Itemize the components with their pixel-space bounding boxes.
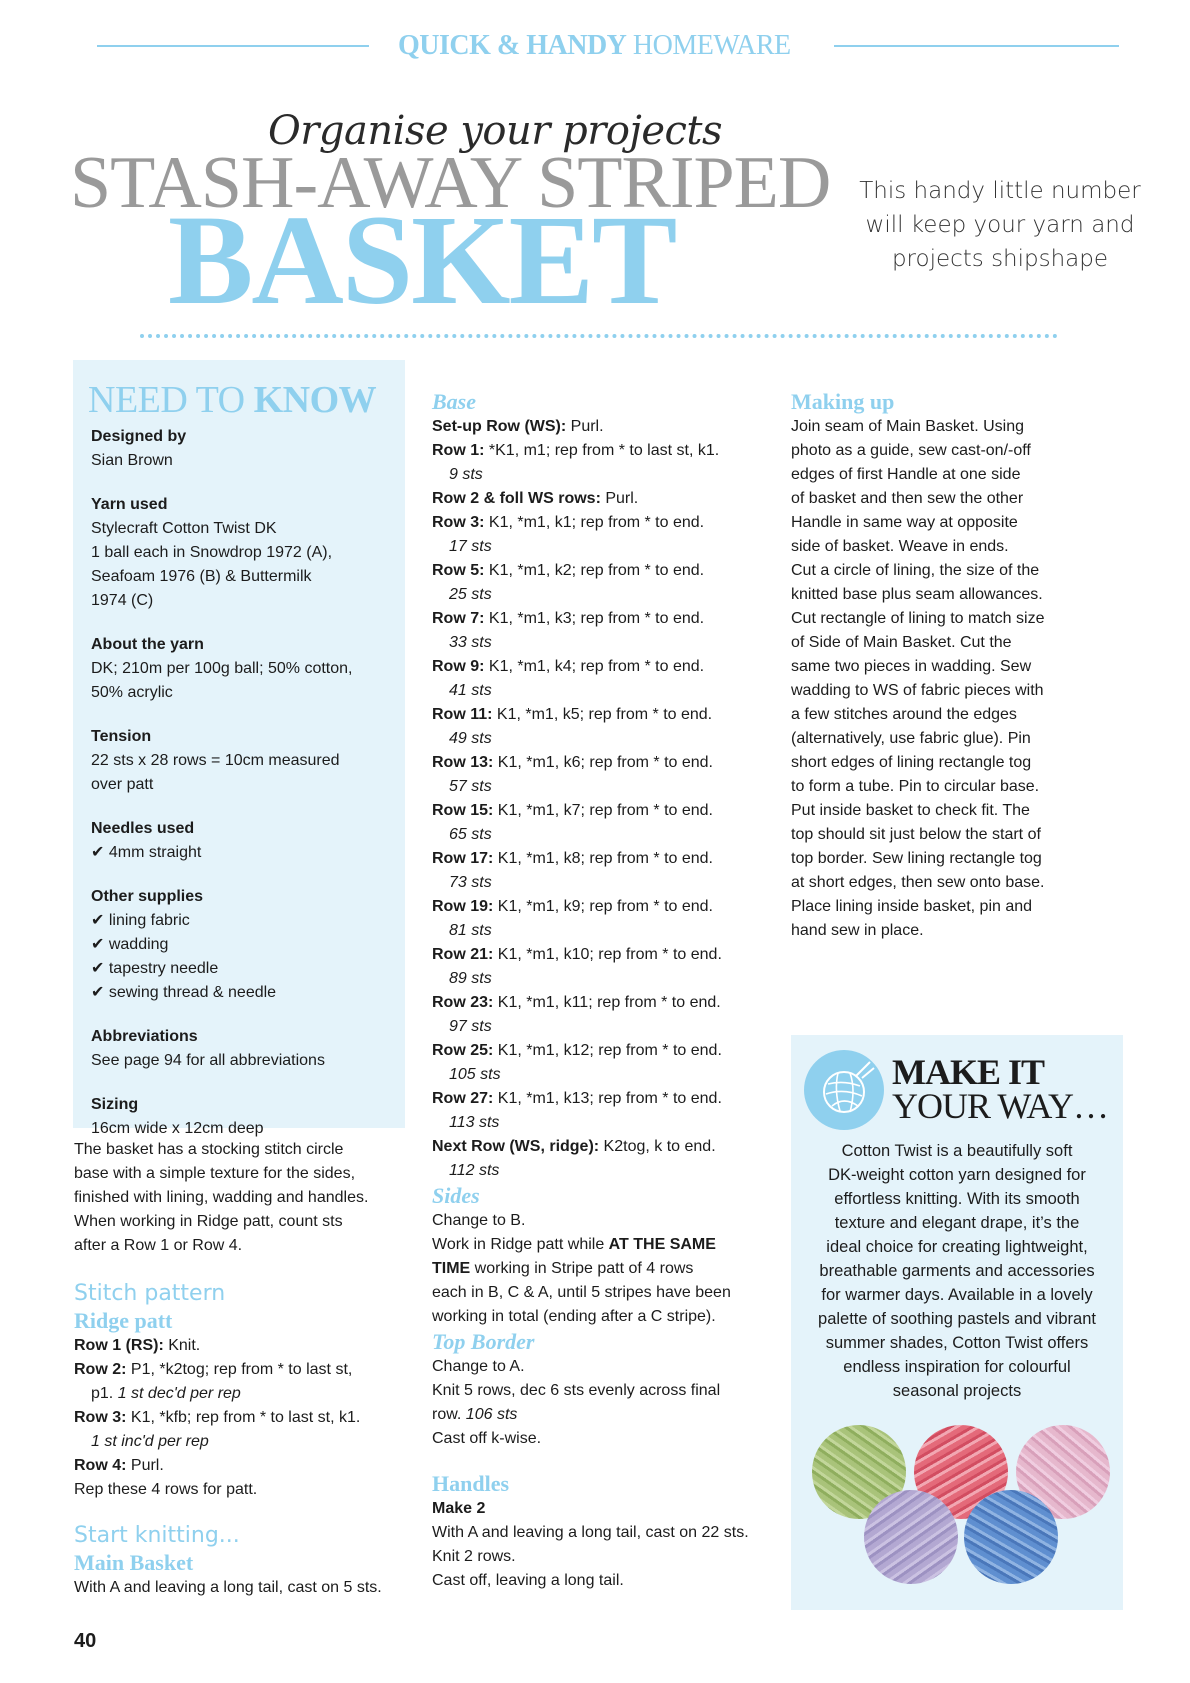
stitch-count: 25 sts [449,586,492,603]
making-up-line: of basket and then sew the other [791,490,1024,507]
group-line: ✔ 4mm straight [91,844,202,861]
stitch-count: 113 sts [449,1114,500,1131]
ridge-row [74,1454,414,1478]
description-line: base with a simple texture for the sides, [74,1165,356,1182]
make-it-line: texture and elegant drape, it’s the [834,1214,1080,1232]
base-row [432,415,777,439]
intro-text: This handy little number will keep your yarn and projects shipshape [859,178,1141,272]
make-it-line: ideal choice for creating lightweight, [826,1238,1088,1256]
making-up-line: same two pieces in wadding. Sew [791,658,1032,675]
description-line: The basket has a stocking stitch circle [74,1141,344,1158]
stitch-count: 73 sts [449,874,492,891]
description-line: after a Row 1 or Row 4. [74,1237,243,1254]
need-to-know-group [91,493,396,613]
stitch-count: 112 sts [449,1162,500,1179]
make-it-line: endless inspiration for colourful [843,1358,1071,1376]
yarn-ball-blue [964,1490,1058,1584]
make-it-text [805,1139,1109,1403]
handles-lines [432,1521,777,1593]
ridge-row [74,1358,414,1382]
making-up-line: to form a tube. Pin to circular base. [791,778,1040,795]
making-up-line: of Side of Main Basket. Cut the [791,634,1012,651]
ridge-patt-heading: Ridge patt [74,1308,173,1333]
making-up-line: top border. Sew lining rectangle tog [791,850,1042,867]
dotted-divider [140,334,1058,338]
need-to-know-group [91,633,396,705]
making-up-line: edges of first Handle at one side [791,466,1021,483]
handles-heading: Handles [432,1471,510,1496]
row-text: Rep these 4 rows for patt. [74,1481,258,1498]
making-up-line: top should sit just below the start of [791,826,1041,843]
row-label: Set-up Row (WS): [432,418,567,435]
make-it-line: DK-weight cotton yarn designed for [828,1166,1086,1184]
make-it-line: effortless knitting. With its smooth [834,1190,1080,1208]
row-text: Knit. [163,1337,201,1354]
group-heading: Abbreviations [91,1028,198,1045]
stitch-count: 17 sts [449,538,492,555]
making-up-line: Put inside basket to check fit. The [791,802,1030,819]
row-text: K1, *m1, k1; rep from * to end. [484,514,705,531]
sides-line: working in total (ending after a C stripe). [432,1308,716,1325]
header-rule-right [834,45,1119,47]
description [74,1138,414,1258]
group-heading: Other supplies [91,888,204,905]
making-up-line: (alternatively, use fabric glue). Pin [791,730,1031,747]
row-label: Row 27: [432,1090,494,1107]
title-line-1: STASH-AWAY STRIPED [70,142,831,224]
base-row [432,655,777,679]
ridge-row [74,1430,414,1454]
row-label: Row 21: [432,946,494,963]
base-row [432,607,777,631]
row-text: K1, *m1, k12; rep from * to end. [493,1042,722,1059]
stitch-count: 65 sts [449,826,492,843]
row-text: K2tog, k to end. [599,1138,716,1155]
row-label: Row 5: [432,562,485,579]
row-label: Row 11: [432,706,493,723]
stitch-count: 105 sts [449,1066,501,1083]
base-row [432,943,777,967]
making-up-line: knitted base plus seam allowances. [791,586,1043,603]
column-2 [432,389,777,1593]
row-label: Row 9: [432,658,485,675]
need-to-know-group [91,817,396,865]
top-border-line: Knit 5 rows, dec 6 sts evenly across final [432,1382,721,1399]
group-line: ✔ tapestry needle [91,960,219,977]
ridge-row [74,1334,414,1358]
group-line: ✔ wadding [91,936,169,953]
stitch-count: 49 sts [449,730,492,747]
group-line: See page 94 for all abbreviations [91,1052,325,1069]
row-label: Row 3: [74,1409,127,1426]
need-to-know-group [91,1025,396,1073]
handles-make: Make 2 [432,1500,486,1517]
make-it-title: MAKE IT [892,1052,1045,1092]
base-row [432,1039,777,1063]
section-header: QUICK & HANDY HOMEWARE [398,30,791,61]
column-1 [74,1138,414,1600]
need-to-know-group [91,725,396,797]
row-label: Row 2: [74,1361,127,1378]
group-heading: Sizing [91,1096,139,1113]
ridge-row [74,1406,414,1430]
row-text: P1, *k2tog; rep from * to last st, [126,1361,353,1378]
top-border-heading: Top Border [432,1329,535,1354]
making-up-heading: Making up [791,389,895,414]
make-it-line: Cotton Twist is a beautifully soft [841,1142,1073,1160]
sides-line: TIME working in Stripe patt of 4 rows [432,1260,694,1277]
base-row [432,895,777,919]
need-to-know-group [91,1093,396,1141]
row-text: K1, *m1, k9; rep from * to end. [493,898,713,915]
base-row [432,559,777,583]
top-border-line: Cast off k-wise. [432,1430,542,1447]
group-line: ✔ lining fabric [91,912,190,929]
base-row [432,847,777,871]
handles-line: Knit 2 rows. [432,1548,516,1565]
making-up-line: a few stitches around the edges [791,706,1017,723]
ridge-row [74,1478,414,1502]
base-row [432,1135,777,1159]
row-text: K1, *m1, k13; rep from * to end. [493,1090,722,1107]
base-rows [432,415,777,1183]
row-text: K1, *m1, k7; rep from * to end. [493,802,713,819]
row-text: *K1, m1; rep from * to last st, k1. [484,442,720,459]
row-label: Row 19: [432,898,494,915]
stitch-count: 97 sts [449,1018,492,1035]
base-row [432,703,777,727]
base-row [432,511,777,535]
row-label: Row 23: [432,994,494,1011]
making-up-line: at short edges, then sew onto base. [791,874,1045,891]
row-text: K1, *m1, k6; rep from * to end. [493,754,713,771]
base-row [432,487,777,511]
main-basket-text: With A and leaving a long tail, cast on 5 sts. [74,1579,382,1596]
need-to-know-title: NEED TO KNOW [88,379,377,421]
row-text: p1. [91,1385,118,1402]
make-it-line: seasonal projects [892,1382,1022,1400]
group-line: ✔ sewing thread & needle [91,984,277,1001]
stitch-count: 57 sts [449,778,492,795]
group-line: 1 ball each in Snowdrop 1972 (A), [91,544,333,561]
group-line: over patt [91,776,154,793]
row-text: K1, *m1, k2; rep from * to end. [484,562,705,579]
handles-line: Cast off, leaving a long tail. [432,1572,624,1589]
description-line: finished with lining, wadding and handles. [74,1189,369,1206]
group-line: 1974 (C) [91,592,154,609]
making-up-line: hand sew in place. [791,922,924,939]
making-up-line: side of basket. Weave in ends. [791,538,1009,555]
row-text: K1, *kfb; rep from * to last st, k1. [126,1409,361,1426]
row-note: 1 st inc'd per rep [91,1433,209,1450]
group-line: 22 sts x 28 rows = 10cm measured [91,752,340,769]
making-up-line: Handle in same way at opposite [791,514,1018,531]
group-heading: Tension [91,728,152,745]
ridge-rows [74,1334,414,1502]
row-text: K1, *m1, k10; rep from * to end. [493,946,722,963]
group-line: Stylecraft Cotton Twist DK [91,520,277,537]
sides-line: each in B, C & A, until 5 stripes have been [432,1284,731,1301]
base-heading: Base [432,389,476,414]
make-it-line: palette of soothing pastels and vibrant [818,1310,1096,1328]
row-text: Purl. [566,418,604,435]
page-number: 40 [74,1630,97,1652]
stitch-count: 41 sts [449,682,492,699]
sides-heading: Sides [432,1183,480,1208]
handles-line: With A and leaving a long tail, cast on 22 sts. [432,1524,749,1541]
stitch-count: 33 sts [449,634,492,651]
row-label: Next Row (WS, ridge): [432,1138,600,1155]
base-row [432,751,777,775]
row-note: 1 st dec'd per rep [117,1385,241,1402]
row-label: Row 2 & foll WS rows: [432,490,601,507]
ridge-row [74,1382,414,1406]
row-label: Row 3: [432,514,485,531]
script-subtitle: Organise your projects [268,108,722,154]
group-heading: Yarn used [91,496,168,513]
group-heading: Needles used [91,820,195,837]
stitch-count: 81 sts [449,922,492,939]
sides-line: Work in Ridge patt while AT THE SAME [432,1236,716,1253]
group-line: 16cm wide x 12cm deep [91,1120,264,1137]
yarn-ball-icon [804,1050,884,1130]
making-up-line: wadding to WS of fabric pieces with [791,682,1044,699]
start-knitting-heading: Start knitting... [74,1523,240,1548]
row-label: Row 7: [432,610,485,627]
stitch-pattern-heading: Stitch pattern [74,1281,226,1306]
group-line: Seafoam 1976 (B) & Buttermilk [91,568,312,585]
row-label: Row 13: [432,754,494,771]
stitch-count: 89 sts [449,970,492,987]
row-text: Purl. [600,490,639,507]
row-label: Row 17: [432,850,494,867]
description-line: When working in Ridge patt, count sts [74,1213,343,1230]
row-text: K1, *m1, k8; rep from * to end. [493,850,713,867]
need-to-know-list [91,425,396,1161]
making-up-line: short edges of lining rectangle tog [791,754,1032,771]
group-heading: About the yarn [91,636,204,653]
row-text: K1, *m1, k4; rep from * to end. [484,658,705,675]
main-basket-heading: Main Basket [74,1550,194,1575]
making-up-line: Cut a circle of lining, the size of the [791,562,1040,579]
need-to-know-group [91,425,396,473]
making-up-line: Place lining inside basket, pin and [791,898,1033,915]
top-border-line: Change to A. [432,1358,525,1375]
header-rule-left [97,45,369,47]
top-border-line: row. 106 sts [432,1406,518,1423]
make-it-line: summer shades, Cotton Twist offers [825,1334,1089,1352]
base-row [432,1087,777,1111]
row-label: Row 15: [432,802,494,819]
group-line: Sian Brown [91,452,173,469]
stitch-count: 9 sts [449,466,483,483]
row-text: K1, *m1, k11; rep from * to end. [493,994,721,1011]
row-text: K1, *m1, k3; rep from * to end. [484,610,705,627]
base-row [432,799,777,823]
column-3 [791,389,1091,943]
row-label: Row 1 (RS): [74,1337,164,1354]
row-label: Row 4: [74,1457,127,1474]
need-to-know-group [91,885,396,1005]
group-line: 50% acrylic [91,684,173,701]
make-it-line: breathable garments and accessories [819,1262,1095,1280]
group-line: DK; 210m per 100g ball; 50% cotton, [91,660,353,677]
title-line-2: BASKET [168,189,676,331]
base-row [432,991,777,1015]
make-it-line: for warmer days. Available in a lovely [821,1286,1093,1304]
making-up-line: photo as a guide, sew cast-on/-off [791,442,1031,459]
base-row [432,439,777,463]
your-way-title: YOUR WAY… [892,1086,1109,1126]
yarn-ball-lilac [864,1490,958,1584]
group-heading: Designed by [91,428,187,445]
making-up-line: Cut rectangle of lining to match size [791,610,1045,627]
row-text: Purl. [126,1457,164,1474]
row-text: K1, *m1, k5; rep from * to end. [492,706,713,723]
making-up-text [791,415,1091,943]
row-label: Row 1: [432,442,485,459]
sides-line: Change to B. [432,1212,526,1229]
making-up-line: Join seam of Main Basket. Using [791,418,1024,435]
row-label: Row 25: [432,1042,494,1059]
